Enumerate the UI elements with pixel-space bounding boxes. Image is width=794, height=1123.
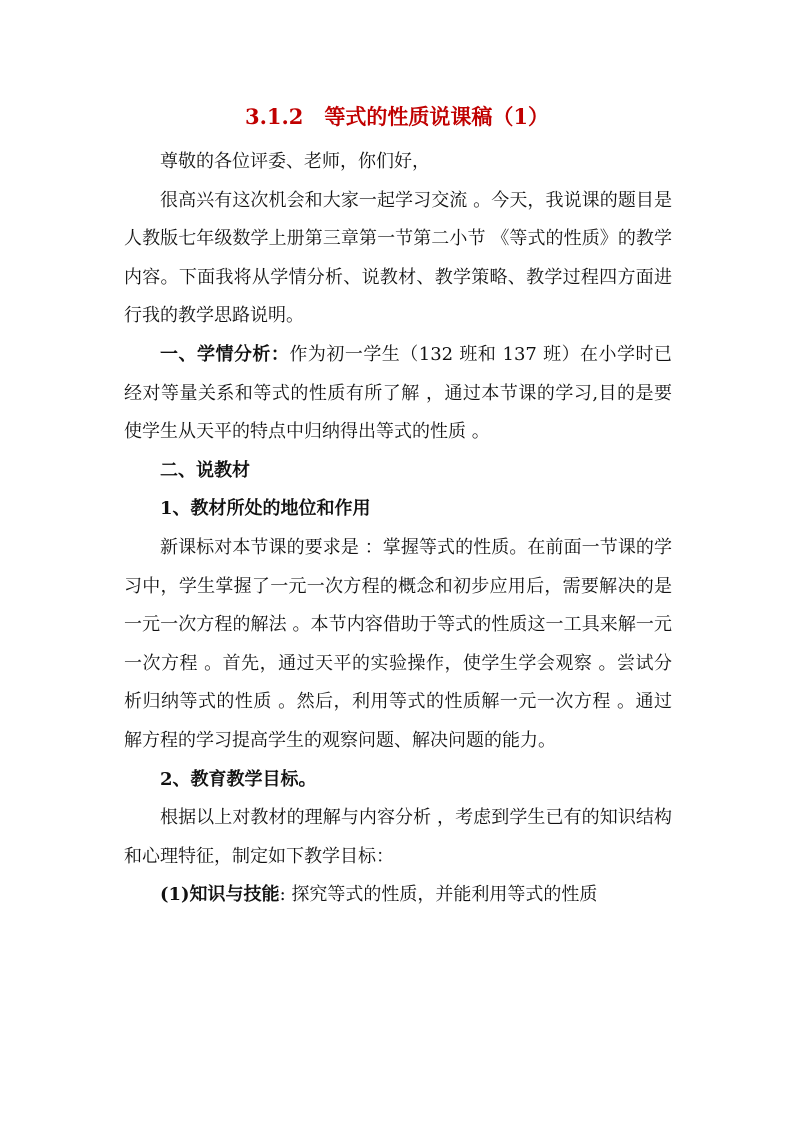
page-title: 3.1.2 等式的性质说课稿（1）	[244, 104, 550, 129]
learner-analysis-heading: 一、学情分析：	[160, 343, 290, 365]
goal-knowledge-skills-paragraph	[124, 876, 672, 915]
goal-knowledge-skills-text: : 探究等式的性质，并能利用等式的性质	[279, 884, 598, 906]
learner-analysis-paragraph	[124, 336, 672, 452]
position-role-paragraph: 新课标对本节课的要求是 ：掌握等式的性质。在前面一节课的学习中，学生掌握了一元一次方程的概念和初步应用后，需要解决的是一元一次方程的解法 。本节内容借助于等式的性质这一工具来解一元一次方程 。首先，通过天平的实验操作，使学生学会观察 。尝试分析归纳等式的性质 。然后，利用等式的性质解一元一次方程 。通过解方程的学习提高学生的观察问题、解决问题的能力。	[124, 536, 672, 751]
greeting-paragraph: 尊敬的各位评委、老师，你们好，	[160, 151, 430, 172]
goal-knowledge-skills-label: (1)知识与技能	[160, 884, 280, 906]
learner-analysis-text: 作为初一学生（132 班和 137 班）在小学时已经对等量关系和等式的性质有所了解 ，通过本节课的学习,目的是要使学生从天平的特点中归纳得出等式的性质 。	[124, 343, 672, 443]
teaching-goals-paragraph: 根据以上对教材的理解与内容分析 ，考虑到学生已有的知识结构和心理特征，制定如下教学目标：	[124, 807, 672, 867]
position-role-heading: 1、教材所处的地位和作用	[160, 498, 371, 520]
intro-paragraph: 很高兴有这次机会和大家一起学习交流 。今天，我说课的题目是人教版七年级数学上册第三章第一节第二小节 《等式的性质》的教学内容。下面我将从学情分析、说教材、教学策略、教学过程四方面进行我的教学思路说明。	[124, 189, 672, 327]
document-body	[124, 143, 672, 915]
textbook-section-heading: 二、说教材	[160, 459, 250, 481]
teaching-goals-heading: 2、教育教学目标。	[160, 768, 317, 790]
